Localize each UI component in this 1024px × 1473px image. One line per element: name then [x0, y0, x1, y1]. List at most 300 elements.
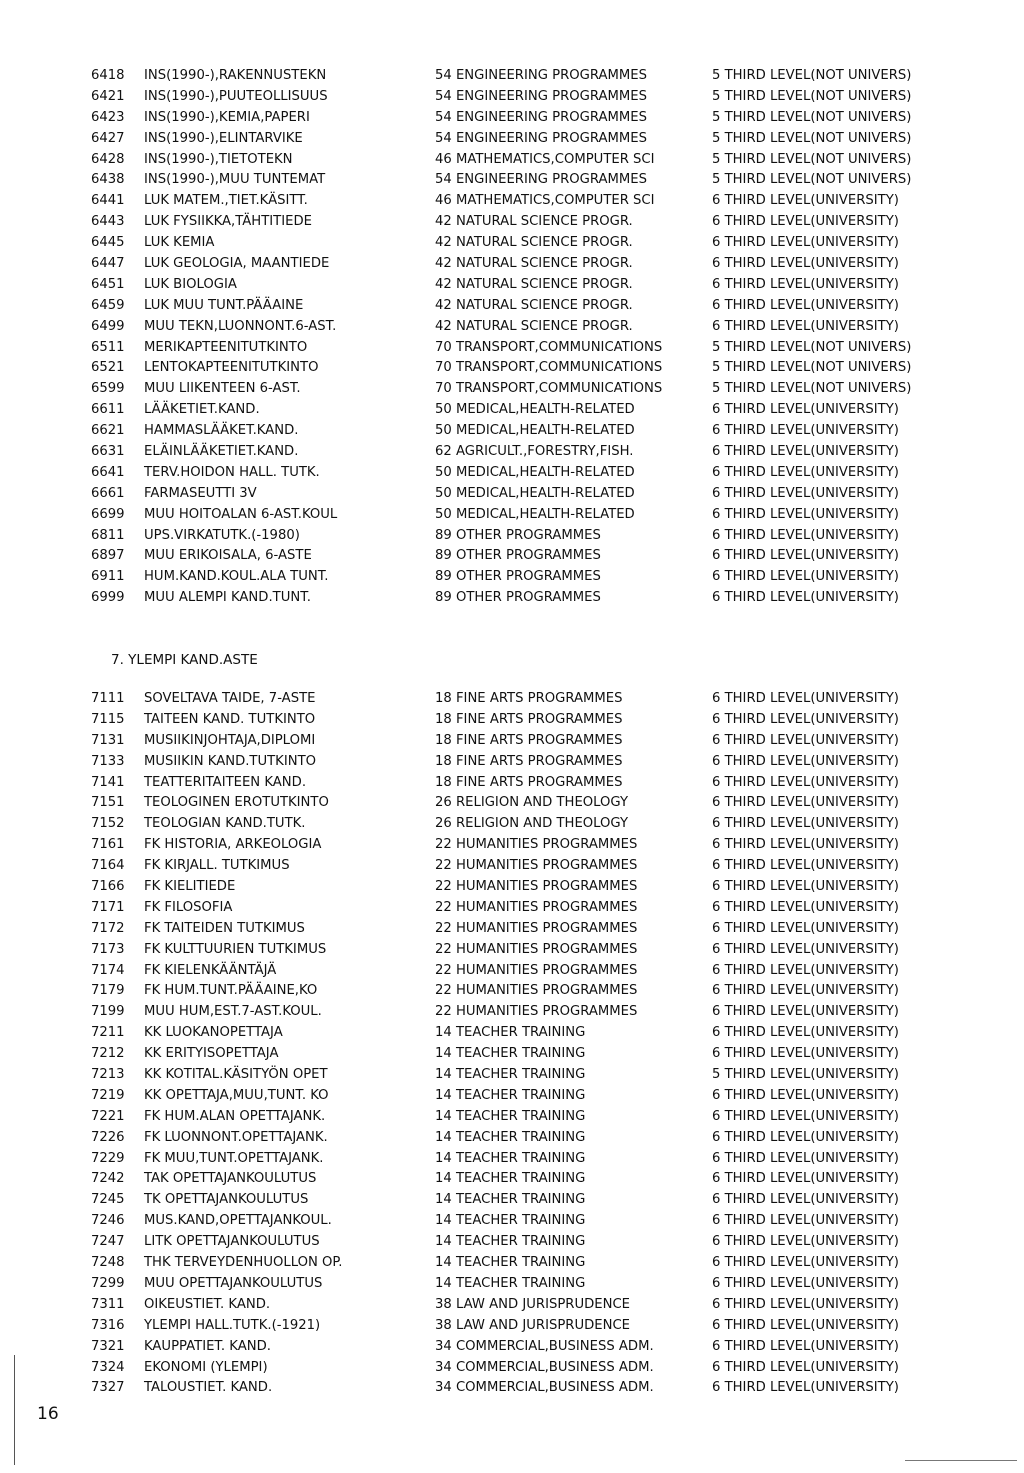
- degree-name-cell: TEOLOGIAN KAND.TUTK.: [144, 816, 306, 832]
- field-of-study-cell: 18 FINE ARTS PROGRAMMES: [435, 753, 623, 769]
- degree-name-cell: FK HUM.TUNT.PÄÄAINE,KO: [144, 983, 318, 999]
- education-level-cell: 6 THIRD LEVEL(UNIVERSITY): [712, 795, 899, 811]
- degree-code-cell: 6418: [91, 68, 125, 83]
- education-level-cell: 6 THIRD LEVEL(UNIVERSITY): [712, 527, 899, 543]
- education-level-cell: 6 THIRD LEVEL(UNIVERSITY): [712, 214, 899, 230]
- section-heading: 7. YLEMPI KAND.ASTE: [111, 652, 258, 668]
- table-row: [91, 689, 971, 710]
- field-of-study-cell: 14 TEACHER TRAINING: [435, 1087, 586, 1103]
- table-row: [91, 773, 971, 794]
- education-level-cell: 5 THIRD LEVEL(NOT UNIVERS): [712, 381, 912, 397]
- field-of-study-cell: 62 AGRICULT.,FORESTRY,FISH.: [435, 444, 634, 460]
- education-level-cell: 6 THIRD LEVEL(UNIVERSITY): [712, 423, 899, 439]
- degree-code-cell: 7131: [91, 732, 125, 748]
- degree-name-cell: MUU TEKN,LUONNONT.6-AST.: [144, 318, 337, 334]
- table-row: [91, 1044, 971, 1065]
- table-row: [91, 421, 971, 442]
- footer-rule: [905, 1460, 1017, 1461]
- field-of-study-cell: 38 LAW AND JURISPRUDENCE: [435, 1317, 631, 1333]
- degree-name-cell: MUSIIKINJOHTAJA,DIPLOMI: [144, 732, 316, 748]
- field-of-study-cell: 22 HUMANITIES PROGRAMMES: [435, 837, 638, 853]
- table-row: [91, 275, 971, 296]
- education-level-cell: 6 THIRD LEVEL(UNIVERSITY): [712, 1275, 899, 1291]
- table-row: [91, 317, 971, 338]
- field-of-study-cell: 22 HUMANITIES PROGRAMMES: [435, 983, 638, 999]
- table-row: [91, 233, 971, 254]
- field-of-study-cell: 42 NATURAL SCIENCE PROGR.: [435, 235, 633, 251]
- field-of-study-cell: 14 TEACHER TRAINING: [435, 1171, 586, 1187]
- education-level-cell: 5 THIRD LEVEL(NOT UNIVERS): [712, 130, 912, 146]
- degree-code-cell: 7141: [91, 774, 125, 790]
- degree-name-cell: FK KIELITIEDE: [144, 879, 236, 895]
- degree-code-cell: 6661: [91, 485, 125, 501]
- field-of-study-cell: 14 TEACHER TRAINING: [435, 1108, 586, 1124]
- degree-code-cell: 7161: [91, 837, 125, 853]
- degree-name-cell: KK OPETTAJA,MUU,TUNT. KO: [144, 1087, 329, 1103]
- education-level-cell: 6 THIRD LEVEL(UNIVERSITY): [712, 899, 899, 915]
- field-of-study-cell: 22 HUMANITIES PROGRAMMES: [435, 1004, 638, 1020]
- education-level-cell: 6 THIRD LEVEL(UNIVERSITY): [712, 816, 899, 832]
- table-row: [91, 1378, 971, 1399]
- degree-name-cell: FK KULTTUURIEN TUTKIMUS: [144, 941, 327, 957]
- degree-name-cell: LITK OPETTAJANKOULUTUS: [144, 1234, 320, 1250]
- table-row: [91, 710, 971, 731]
- degree-code-cell: 7316: [91, 1317, 125, 1333]
- education-level-cell: 6 THIRD LEVEL(UNIVERSITY): [712, 506, 899, 522]
- education-level-cell: 5 THIRD LEVEL(NOT UNIVERS): [712, 360, 912, 376]
- table-row: [91, 961, 971, 982]
- degree-code-cell: 6999: [91, 590, 125, 606]
- field-of-study-cell: 14 TEACHER TRAINING: [435, 1150, 586, 1166]
- field-of-study-cell: 50 MEDICAL,HEALTH-RELATED: [435, 464, 635, 480]
- field-of-study-cell: 14 TEACHER TRAINING: [435, 1046, 586, 1062]
- degree-code-cell: 6897: [91, 548, 125, 564]
- degree-name-cell: INS(1990-),TIETOTEKN: [144, 151, 293, 167]
- degree-code-cell: 7166: [91, 879, 125, 895]
- degree-code-cell: 7248: [91, 1255, 125, 1271]
- table-row: [91, 793, 971, 814]
- degree-code-cell: 6443: [91, 214, 125, 230]
- degree-name-cell: MUU ERIKOISALA, 6-ASTE: [144, 548, 312, 564]
- education-level-cell: 5 THIRD LEVEL(NOT UNIVERS): [712, 68, 912, 83]
- degree-name-cell: FK LUONNONT.OPETTAJANK.: [144, 1129, 328, 1145]
- degree-code-cell: 6521: [91, 360, 125, 376]
- education-level-cell: 6 THIRD LEVEL(UNIVERSITY): [712, 1255, 899, 1271]
- degree-code-cell: 6811: [91, 527, 125, 543]
- education-level-cell: 6 THIRD LEVEL(UNIVERSITY): [712, 711, 899, 727]
- degree-name-cell: FK TAITEIDEN TUTKIMUS: [144, 920, 305, 936]
- degree-code-cell: 6631: [91, 444, 125, 460]
- degree-code-cell: 6511: [91, 339, 125, 355]
- education-level-cell: 6 THIRD LEVEL(UNIVERSITY): [712, 402, 899, 418]
- degree-name-cell: FK FILOSOFIA: [144, 899, 233, 915]
- education-level-cell: 6 THIRD LEVEL(UNIVERSITY): [712, 774, 899, 790]
- field-of-study-cell: 70 TRANSPORT,COMMUNICATIONS: [435, 360, 663, 376]
- education-level-cell: 6 THIRD LEVEL(UNIVERSITY): [712, 1317, 899, 1333]
- field-of-study-cell: 34 COMMERCIAL,BUSINESS ADM.: [435, 1338, 654, 1354]
- table-row: [91, 940, 971, 961]
- table-row: [91, 919, 971, 940]
- degree-code-cell: 7229: [91, 1150, 125, 1166]
- education-level-cell: 6 THIRD LEVEL(UNIVERSITY): [712, 1046, 899, 1062]
- table-row: [91, 1023, 971, 1044]
- field-of-study-cell: 18 FINE ARTS PROGRAMMES: [435, 691, 623, 706]
- degree-code-cell: 7213: [91, 1067, 125, 1083]
- education-level-cell: 6 THIRD LEVEL(UNIVERSITY): [712, 1192, 899, 1208]
- degree-name-cell: SOVELTAVA TAIDE, 7-ASTE: [144, 691, 316, 706]
- table-row: [91, 1065, 971, 1086]
- field-of-study-cell: 70 TRANSPORT,COMMUNICATIONS: [435, 381, 663, 397]
- table-row: [91, 296, 971, 317]
- education-level-cell: 5 THIRD LEVEL(UNIVERSITY): [712, 1067, 899, 1083]
- table-row: [91, 1002, 971, 1023]
- table-row: [91, 442, 971, 463]
- degree-code-cell: 6445: [91, 235, 125, 251]
- degree-code-cell: 7246: [91, 1213, 125, 1229]
- field-of-study-cell: 22 HUMANITIES PROGRAMMES: [435, 941, 638, 957]
- field-of-study-cell: 50 MEDICAL,HEALTH-RELATED: [435, 506, 635, 522]
- degree-code-cell: 7219: [91, 1087, 125, 1103]
- education-level-cell: 6 THIRD LEVEL(UNIVERSITY): [712, 256, 899, 272]
- degree-table-level-7: [91, 689, 971, 1399]
- table-row: [91, 212, 971, 233]
- degree-code-cell: 7133: [91, 753, 125, 769]
- education-level-cell: 6 THIRD LEVEL(UNIVERSITY): [712, 1171, 899, 1187]
- field-of-study-cell: 54 ENGINEERING PROGRAMMES: [435, 68, 647, 83]
- degree-code-cell: 6428: [91, 151, 125, 167]
- education-level-cell: 5 THIRD LEVEL(NOT UNIVERS): [712, 172, 912, 188]
- degree-code-cell: 6459: [91, 297, 125, 313]
- table-row: [91, 150, 971, 171]
- education-level-cell: 6 THIRD LEVEL(UNIVERSITY): [712, 297, 899, 313]
- degree-code-cell: 7247: [91, 1234, 125, 1250]
- education-level-cell: 6 THIRD LEVEL(UNIVERSITY): [712, 1234, 899, 1250]
- table-row: [91, 731, 971, 752]
- degree-code-cell: 7179: [91, 983, 125, 999]
- degree-name-cell: UPS.VIRKATUTK.(-1980): [144, 527, 300, 543]
- table-row: [91, 877, 971, 898]
- education-level-cell: 6 THIRD LEVEL(UNIVERSITY): [712, 464, 899, 480]
- degree-name-cell: INS(1990-),KEMIA,PAPERI: [144, 109, 310, 125]
- education-level-cell: 6 THIRD LEVEL(UNIVERSITY): [712, 485, 899, 501]
- degree-name-cell: FK HUM.ALAN OPETTAJANK.: [144, 1108, 326, 1124]
- table-row: [91, 981, 971, 1002]
- field-of-study-cell: 26 RELIGION AND THEOLOGY: [435, 816, 629, 832]
- degree-code-cell: 7211: [91, 1025, 125, 1041]
- degree-name-cell: LENTOKAPTEENITUTKINTO: [144, 360, 319, 376]
- education-level-cell: 6 THIRD LEVEL(UNIVERSITY): [712, 858, 899, 874]
- table-row: [91, 814, 971, 835]
- field-of-study-cell: 14 TEACHER TRAINING: [435, 1025, 586, 1041]
- table-row: [91, 129, 971, 150]
- education-level-cell: 6 THIRD LEVEL(UNIVERSITY): [712, 318, 899, 334]
- table-row: [91, 463, 971, 484]
- degree-code-cell: 7226: [91, 1129, 125, 1145]
- education-level-cell: 6 THIRD LEVEL(UNIVERSITY): [712, 193, 899, 209]
- education-level-cell: 5 THIRD LEVEL(NOT UNIVERS): [712, 339, 912, 355]
- degree-name-cell: OIKEUSTIET. KAND.: [144, 1296, 271, 1312]
- degree-name-cell: LUK GEOLOGIA, MAANTIEDE: [144, 256, 330, 272]
- degree-code-cell: 6421: [91, 88, 125, 104]
- education-level-cell: 6 THIRD LEVEL(UNIVERSITY): [712, 1004, 899, 1020]
- degree-code-cell: 7212: [91, 1046, 125, 1062]
- education-level-cell: 6 THIRD LEVEL(UNIVERSITY): [712, 548, 899, 564]
- table-row: [91, 379, 971, 400]
- degree-name-cell: ELÄINLÄÄKETIET.KAND.: [144, 444, 299, 460]
- degree-code-cell: 6427: [91, 130, 125, 146]
- field-of-study-cell: 50 MEDICAL,HEALTH-RELATED: [435, 423, 635, 439]
- field-of-study-cell: 14 TEACHER TRAINING: [435, 1234, 586, 1250]
- degree-name-cell: EKONOMI (YLEMPI): [144, 1359, 268, 1375]
- table-row: [91, 1358, 971, 1379]
- education-level-cell: 5 THIRD LEVEL(NOT UNIVERS): [712, 151, 912, 167]
- field-of-study-cell: 22 HUMANITIES PROGRAMMES: [435, 879, 638, 895]
- degree-table-level-6: [91, 66, 971, 609]
- education-level-cell: 6 THIRD LEVEL(UNIVERSITY): [712, 732, 899, 748]
- degree-name-cell: FK KIELENKÄÄNTÄJÄ: [144, 962, 277, 978]
- degree-name-cell: MUU HUM,EST.7-AST.KOUL.: [144, 1004, 322, 1020]
- degree-code-cell: 7173: [91, 941, 125, 957]
- table-row: [91, 567, 971, 588]
- degree-name-cell: FK MUU,TUNT.OPETTAJANK.: [144, 1150, 324, 1166]
- field-of-study-cell: 22 HUMANITIES PROGRAMMES: [435, 962, 638, 978]
- education-level-cell: 6 THIRD LEVEL(UNIVERSITY): [712, 1359, 899, 1375]
- degree-code-cell: 6441: [91, 193, 125, 209]
- field-of-study-cell: 89 OTHER PROGRAMMES: [435, 569, 601, 585]
- field-of-study-cell: 50 MEDICAL,HEALTH-RELATED: [435, 402, 635, 418]
- education-level-cell: 6 THIRD LEVEL(UNIVERSITY): [712, 753, 899, 769]
- degree-code-cell: 7111: [91, 691, 125, 706]
- field-of-study-cell: 34 COMMERCIAL,BUSINESS ADM.: [435, 1380, 654, 1396]
- degree-name-cell: LÄÄKETIET.KAND.: [144, 402, 260, 418]
- table-row: [91, 358, 971, 379]
- field-of-study-cell: 70 TRANSPORT,COMMUNICATIONS: [435, 339, 663, 355]
- field-of-study-cell: 42 NATURAL SCIENCE PROGR.: [435, 276, 633, 292]
- table-row: [91, 752, 971, 773]
- field-of-study-cell: 54 ENGINEERING PROGRAMMES: [435, 130, 647, 146]
- degree-code-cell: 6911: [91, 569, 125, 585]
- degree-name-cell: KAUPPATIET. KAND.: [144, 1338, 271, 1354]
- field-of-study-cell: 54 ENGINEERING PROGRAMMES: [435, 88, 647, 104]
- education-level-cell: 6 THIRD LEVEL(UNIVERSITY): [712, 1108, 899, 1124]
- degree-name-cell: KK KOTITAL.KÄSITYÖN OPET: [144, 1067, 328, 1083]
- degree-name-cell: KK LUOKANOPETTAJA: [144, 1025, 283, 1041]
- degree-code-cell: 6611: [91, 402, 125, 418]
- degree-code-cell: 7321: [91, 1338, 125, 1354]
- degree-name-cell: MUU ALEMPI KAND.TUNT.: [144, 590, 311, 606]
- education-level-cell: 6 THIRD LEVEL(UNIVERSITY): [712, 1380, 899, 1396]
- field-of-study-cell: 22 HUMANITIES PROGRAMMES: [435, 920, 638, 936]
- degree-name-cell: LUK KEMIA: [144, 235, 215, 251]
- degree-name-cell: HAMMASLÄÄKET.KAND.: [144, 423, 299, 439]
- degree-name-cell: INS(1990-),ELINTARVIKE: [144, 130, 303, 146]
- field-of-study-cell: 14 TEACHER TRAINING: [435, 1192, 586, 1208]
- table-row: [91, 1107, 971, 1128]
- degree-name-cell: MUU OPETTAJANKOULUTUS: [144, 1275, 323, 1291]
- table-row: [91, 484, 971, 505]
- degree-name-cell: INS(1990-),PUUTEOLLISUUS: [144, 88, 328, 104]
- table-row: [91, 1295, 971, 1316]
- table-row: [91, 856, 971, 877]
- education-level-cell: 6 THIRD LEVEL(UNIVERSITY): [712, 235, 899, 251]
- education-level-cell: 6 THIRD LEVEL(UNIVERSITY): [712, 983, 899, 999]
- field-of-study-cell: 42 NATURAL SCIENCE PROGR.: [435, 297, 633, 313]
- degree-name-cell: FK KIRJALL. TUTKIMUS: [144, 858, 290, 874]
- degree-code-cell: 7299: [91, 1275, 125, 1291]
- field-of-study-cell: 18 FINE ARTS PROGRAMMES: [435, 774, 623, 790]
- table-row: [91, 170, 971, 191]
- field-of-study-cell: 14 TEACHER TRAINING: [435, 1213, 586, 1229]
- degree-code-cell: 6621: [91, 423, 125, 439]
- degree-name-cell: YLEMPI HALL.TUTK.(-1921): [144, 1317, 321, 1333]
- field-of-study-cell: 26 RELIGION AND THEOLOGY: [435, 795, 629, 811]
- degree-name-cell: TEOLOGINEN EROTUTKINTO: [144, 795, 329, 811]
- education-level-cell: 6 THIRD LEVEL(UNIVERSITY): [712, 962, 899, 978]
- field-of-study-cell: 42 NATURAL SCIENCE PROGR.: [435, 256, 633, 272]
- degree-code-cell: 6423: [91, 109, 125, 125]
- degree-code-cell: 6438: [91, 172, 125, 188]
- table-row: [91, 108, 971, 129]
- field-of-study-cell: 42 NATURAL SCIENCE PROGR.: [435, 318, 633, 334]
- field-of-study-cell: 89 OTHER PROGRAMMES: [435, 527, 601, 543]
- table-row: [91, 1211, 971, 1232]
- education-level-cell: 6 THIRD LEVEL(UNIVERSITY): [712, 837, 899, 853]
- degree-code-cell: 7242: [91, 1171, 125, 1187]
- table-row: [91, 1086, 971, 1107]
- education-level-cell: 6 THIRD LEVEL(UNIVERSITY): [712, 1025, 899, 1041]
- degree-code-cell: 7152: [91, 816, 125, 832]
- page-number: 16: [37, 1404, 59, 1424]
- education-level-cell: 6 THIRD LEVEL(UNIVERSITY): [712, 1338, 899, 1354]
- degree-code-cell: 7245: [91, 1192, 125, 1208]
- education-level-cell: 6 THIRD LEVEL(UNIVERSITY): [712, 444, 899, 460]
- table-row: [91, 254, 971, 275]
- degree-code-cell: 7151: [91, 795, 125, 811]
- table-row: [91, 87, 971, 108]
- education-level-cell: 5 THIRD LEVEL(NOT UNIVERS): [712, 88, 912, 104]
- table-row: [91, 1232, 971, 1253]
- table-row: [91, 400, 971, 421]
- degree-name-cell: MUU LIIKENTEEN 6-AST.: [144, 381, 301, 397]
- degree-name-cell: LUK BIOLOGIA: [144, 276, 237, 292]
- degree-code-cell: 7324: [91, 1359, 125, 1375]
- table-row: [91, 1316, 971, 1337]
- table-row: [91, 588, 971, 609]
- degree-code-cell: 7327: [91, 1380, 125, 1396]
- table-row: [91, 1169, 971, 1190]
- field-of-study-cell: 42 NATURAL SCIENCE PROGR.: [435, 214, 633, 230]
- education-level-cell: 6 THIRD LEVEL(UNIVERSITY): [712, 691, 899, 706]
- table-row: [91, 1253, 971, 1274]
- field-of-study-cell: 14 TEACHER TRAINING: [435, 1255, 586, 1271]
- education-level-cell: 6 THIRD LEVEL(UNIVERSITY): [712, 569, 899, 585]
- field-of-study-cell: 89 OTHER PROGRAMMES: [435, 590, 601, 606]
- table-row: [91, 526, 971, 547]
- field-of-study-cell: 22 HUMANITIES PROGRAMMES: [435, 899, 638, 915]
- degree-code-cell: 6499: [91, 318, 125, 334]
- table-row: [91, 338, 971, 359]
- degree-name-cell: TALOUSTIET. KAND.: [144, 1380, 273, 1396]
- degree-name-cell: MUSIIKIN KAND.TUTKINTO: [144, 753, 317, 769]
- education-level-cell: 6 THIRD LEVEL(UNIVERSITY): [712, 1087, 899, 1103]
- degree-name-cell: LUK MUU TUNT.PÄÄAINE: [144, 297, 304, 313]
- degree-code-cell: 7174: [91, 962, 125, 978]
- table-row: [91, 546, 971, 567]
- education-level-cell: 6 THIRD LEVEL(UNIVERSITY): [712, 879, 899, 895]
- degree-name-cell: TERV.HOIDON HALL. TUTK.: [144, 464, 320, 480]
- education-level-cell: 6 THIRD LEVEL(UNIVERSITY): [712, 1150, 899, 1166]
- field-of-study-cell: 50 MEDICAL,HEALTH-RELATED: [435, 485, 635, 501]
- degree-code-cell: 7172: [91, 920, 125, 936]
- education-level-cell: 6 THIRD LEVEL(UNIVERSITY): [712, 1129, 899, 1145]
- degree-code-cell: 7199: [91, 1004, 125, 1020]
- degree-name-cell: TAITEEN KAND. TUTKINTO: [144, 711, 316, 727]
- degree-name-cell: MUU HOITOALAN 6-AST.KOUL: [144, 506, 338, 522]
- degree-code-cell: 7115: [91, 711, 125, 727]
- education-level-cell: 6 THIRD LEVEL(UNIVERSITY): [712, 590, 899, 606]
- degree-code-cell: 7221: [91, 1108, 125, 1124]
- table-row: [91, 1128, 971, 1149]
- field-of-study-cell: 54 ENGINEERING PROGRAMMES: [435, 109, 647, 125]
- table-row: [91, 898, 971, 919]
- degree-name-cell: LUK MATEM.,TIET.KÄSITT.: [144, 193, 308, 209]
- degree-code-cell: 7311: [91, 1296, 125, 1312]
- field-of-study-cell: 54 ENGINEERING PROGRAMMES: [435, 172, 647, 188]
- field-of-study-cell: 46 MATHEMATICS,COMPUTER SCI: [435, 193, 655, 209]
- field-of-study-cell: 22 HUMANITIES PROGRAMMES: [435, 858, 638, 874]
- education-level-cell: 5 THIRD LEVEL(NOT UNIVERS): [712, 109, 912, 125]
- degree-code-cell: 6451: [91, 276, 125, 292]
- degree-name-cell: INS(1990-),MUU TUNTEMAT: [144, 172, 326, 188]
- table-row: [91, 505, 971, 526]
- table-row: [91, 1337, 971, 1358]
- field-of-study-cell: 18 FINE ARTS PROGRAMMES: [435, 732, 623, 748]
- margin-line: [14, 1355, 15, 1465]
- degree-code-cell: 6641: [91, 464, 125, 480]
- degree-code-cell: 7164: [91, 858, 125, 874]
- degree-name-cell: TAK OPETTAJANKOULUTUS: [144, 1171, 317, 1187]
- table-row: [91, 835, 971, 856]
- field-of-study-cell: 18 FINE ARTS PROGRAMMES: [435, 711, 623, 727]
- degree-code-cell: 6599: [91, 381, 125, 397]
- degree-name-cell: KK ERITYISOPETTAJA: [144, 1046, 279, 1062]
- field-of-study-cell: 34 COMMERCIAL,BUSINESS ADM.: [435, 1359, 654, 1375]
- degree-name-cell: MUS.KAND,OPETTAJANKOUL.: [144, 1213, 332, 1229]
- degree-name-cell: FK HISTORIA, ARKEOLOGIA: [144, 837, 322, 853]
- degree-code-cell: 7171: [91, 899, 125, 915]
- degree-name-cell: TEATTERITAITEEN KAND.: [144, 774, 307, 790]
- table-row: [91, 66, 971, 87]
- table-row: [91, 191, 971, 212]
- field-of-study-cell: 38 LAW AND JURISPRUDENCE: [435, 1296, 631, 1312]
- table-row: [91, 1149, 971, 1170]
- degree-name-cell: LUK FYSIIKKA,TÄHTITIEDE: [144, 214, 312, 230]
- field-of-study-cell: 89 OTHER PROGRAMMES: [435, 548, 601, 564]
- degree-name-cell: HUM.KAND.KOUL.ALA TUNT.: [144, 569, 329, 585]
- education-level-cell: 6 THIRD LEVEL(UNIVERSITY): [712, 920, 899, 936]
- degree-name-cell: THK TERVEYDENHUOLLON OP.: [144, 1255, 343, 1271]
- degree-name-cell: TK OPETTAJANKOULUTUS: [144, 1192, 309, 1208]
- table-row: [91, 1190, 971, 1211]
- field-of-study-cell: 46 MATHEMATICS,COMPUTER SCI: [435, 151, 655, 167]
- degree-name-cell: FARMASEUTTI 3V: [144, 485, 257, 501]
- degree-name-cell: MERIKAPTEENITUTKINTO: [144, 339, 308, 355]
- table-row: [91, 1274, 971, 1295]
- degree-code-cell: 6447: [91, 256, 125, 272]
- field-of-study-cell: 14 TEACHER TRAINING: [435, 1275, 586, 1291]
- education-level-cell: 6 THIRD LEVEL(UNIVERSITY): [712, 276, 899, 292]
- degree-name-cell: INS(1990-),RAKENNUSTEKN: [144, 68, 327, 83]
